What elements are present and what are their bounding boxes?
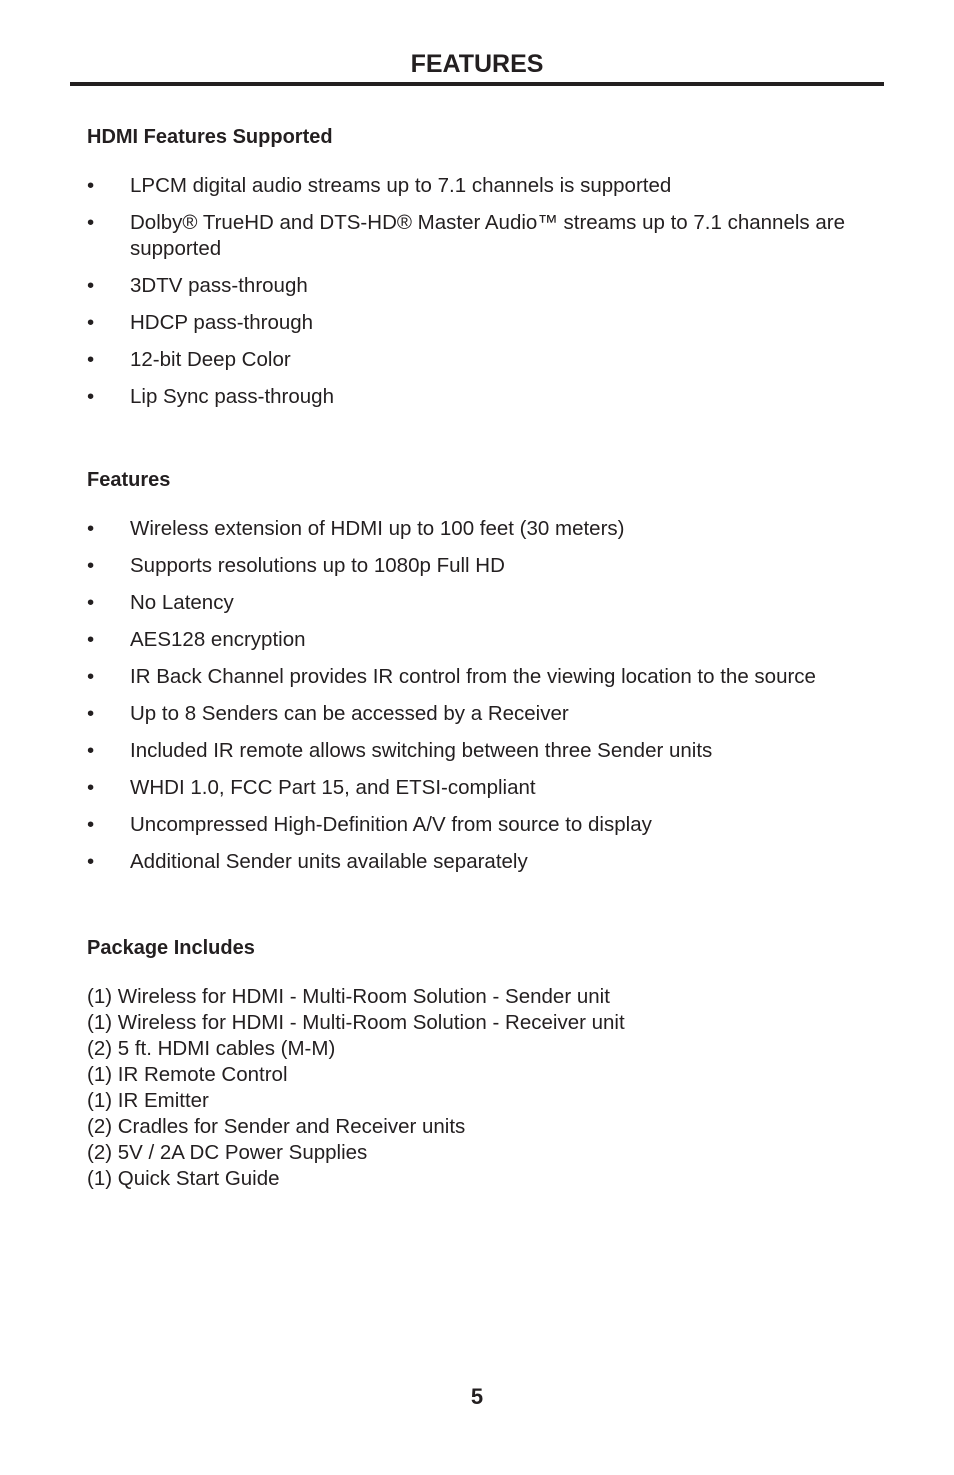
list-item: [87, 173, 877, 199]
list-item-text: Lip Sync pass-through: [130, 385, 334, 408]
features-list: [87, 516, 877, 886]
hdmi-features-heading: HDMI Features Supported: [87, 126, 333, 148]
list-item-text: Additional Sender units available separately: [130, 850, 528, 873]
list-item-text: 3DTV pass-through: [130, 274, 308, 297]
bullet-icon: •: [87, 174, 95, 197]
bullet-icon: •: [87, 628, 95, 651]
list-item: [87, 627, 877, 653]
bullet-icon: •: [87, 591, 95, 614]
list-item: (1) IR Remote Control: [87, 1063, 288, 1086]
list-item-text: Supports resolutions up to 1080p Full HD: [130, 554, 505, 577]
list-item: [87, 664, 877, 690]
list-item: (1) Quick Start Guide: [87, 1167, 280, 1190]
list-item: (2) 5V / 2A DC Power Supplies: [87, 1141, 368, 1164]
list-item: [87, 310, 877, 336]
list-item-text: Wireless extension of HDMI up to 100 feet (30 meters): [130, 517, 625, 540]
list-item-text: Uncompressed High-Definition A/V from source to display: [130, 813, 652, 836]
page-number: 5: [470, 1384, 484, 1409]
list-item: [87, 738, 877, 764]
bullet-icon: •: [87, 776, 95, 799]
list-item-text: Up to 8 Senders can be accessed by a Receiver: [130, 702, 569, 725]
list-item-text: LPCM digital audio streams up to 7.1 channels is supported: [130, 174, 672, 197]
list-item: (1) Wireless for HDMI - Multi-Room Solution - Receiver unit: [87, 1011, 625, 1034]
list-item-text: WHDI 1.0, FCC Part 15, and ETSI-compliant: [130, 776, 536, 799]
bullet-icon: •: [87, 517, 95, 540]
list-item-text: HDCP pass-through: [130, 311, 314, 334]
list-item: [87, 347, 877, 373]
list-item: [87, 812, 877, 838]
hdmi-features-list: [87, 173, 877, 421]
bullet-icon: •: [87, 311, 95, 334]
page-title: FEATURES: [410, 50, 544, 78]
list-item: (2) 5 ft. HDMI cables (M-M): [87, 1037, 336, 1060]
bullet-icon: •: [87, 702, 95, 725]
bullet-icon: •: [87, 274, 95, 297]
title-divider: [70, 82, 884, 86]
package-includes-list: [87, 984, 877, 1192]
list-item: [87, 701, 877, 727]
bullet-icon: •: [87, 385, 95, 408]
list-item: [87, 590, 877, 616]
list-item: (1) IR Emitter: [87, 1089, 209, 1112]
list-item-text: Included IR remote allows switching between three Sender units: [130, 739, 713, 762]
bullet-icon: •: [87, 665, 95, 688]
list-item: [87, 849, 877, 875]
list-item-text: Dolby® TrueHD and DTS-HD® Master Audio™ streams up to 7.1 channels are supported: [130, 211, 845, 260]
list-item: (1) Wireless for HDMI - Multi-Room Solution - Sender unit: [87, 985, 610, 1008]
list-item-text: IR Back Channel provides IR control from the viewing location to the source: [130, 665, 816, 688]
bullet-icon: •: [87, 348, 95, 371]
bullet-icon: •: [87, 739, 95, 762]
package-includes-heading: Package Includes: [87, 937, 255, 959]
list-item: (2) Cradles for Sender and Receiver units: [87, 1115, 466, 1138]
list-item: [87, 516, 877, 542]
list-item-text: 12-bit Deep Color: [130, 348, 291, 371]
bullet-icon: •: [87, 813, 95, 836]
list-item-text: No Latency: [130, 591, 234, 614]
bullet-icon: •: [87, 554, 95, 577]
list-item: [87, 210, 877, 262]
features-heading: Features: [87, 469, 171, 491]
list-item: [87, 384, 877, 410]
list-item: [87, 775, 877, 801]
list-item: [87, 553, 877, 579]
list-item: [87, 273, 877, 299]
bullet-icon: •: [87, 211, 95, 234]
list-item-text: AES128 encryption: [130, 628, 306, 651]
bullet-icon: •: [87, 850, 95, 873]
